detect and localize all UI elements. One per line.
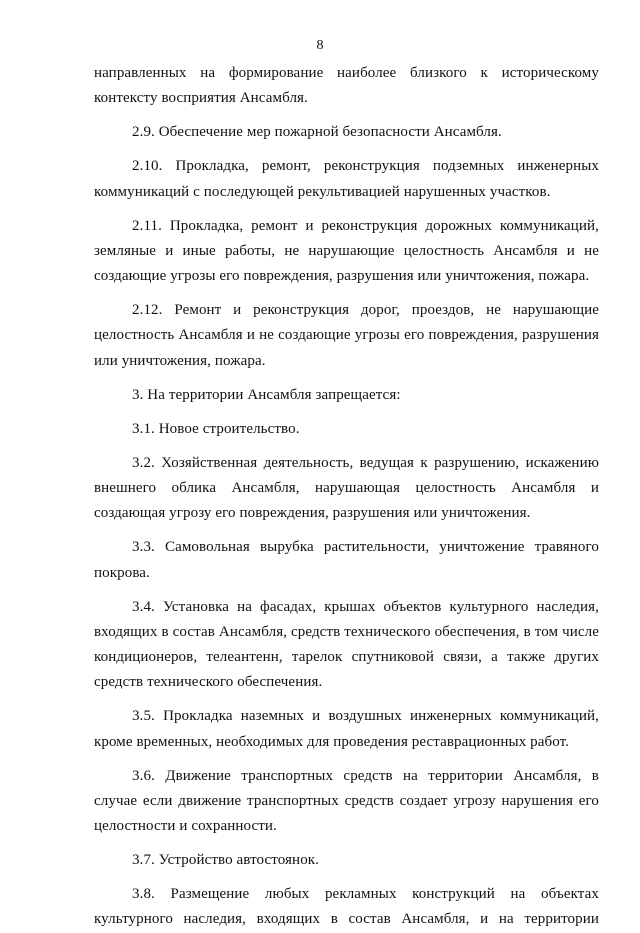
paragraph-3-8: 3.8. Размещение любых рекламных конструкций на объектах культурного наследия, входящих в состав Ансамбля, и на территории: [94, 886, 599, 928]
paragraph-2-9: 2.9. Обеспечение мер пожарной безопасности Ансамбля.: [132, 124, 502, 141]
paragraph-3-5: 3.5. Прокладка наземных и воздушных инженерных коммуникаций, кроме временных, необходимых для проведения реставрационных работ.: [94, 708, 599, 750]
paragraph-3-4: 3.4. Установка на фасадах, крышах объектов культурного наследия, входящих в состав Ансамбля, средств технического обеспечения, в том числе кондиционеров, телеантенн, тарелок спутниковой связи, а также других средств технического обеспечения.: [94, 598, 599, 691]
paragraph-3-3: 3.3. Самовольная вырубка растительности, уничтожение травяного покрова.: [94, 539, 599, 581]
paragraph-3: 3. На территории Ансамбля запрещается:: [132, 386, 401, 403]
paragraph-2-10: 2.10. Прокладка, ремонт, реконструкция подземных инженерных коммуникаций с последующей рекультивацией нарушенных участков.: [94, 158, 599, 200]
page-number: 8: [316, 38, 324, 53]
paragraph-2-12: 2.12. Ремонт и реконструкция дорог, проездов, не нарушающие целостность Ансамбля и не создающие угрозы его повреждения, разрушения или уничтожения, пожара.: [94, 302, 599, 369]
paragraph-2-11: 2.11. Прокладка, ремонт и реконструкция дорожных коммуникаций, земляные и иные работы, не нарушающие целостность Ансамбля и не создающие угрозы его повреждения, разрушения или уничтожения, пожара.: [94, 217, 599, 285]
paragraph-3-7: 3.7. Устройство автостоянок.: [132, 852, 320, 869]
paragraph-continuation: направленных на формирование наиболее близкого к историческому контексту восприятия Ансамбля.: [94, 65, 599, 107]
document-body: [94, 61, 599, 933]
paragraph-3-1: 3.1. Новое строительство.: [132, 420, 300, 437]
paragraph-3-6: 3.6. Движение транспортных средств на территории Ансамбля, в случае если движение транспортных средств создает угрозу нарушения его целостности и сохранности.: [94, 767, 599, 835]
paragraph-3-2: 3.2. Хозяйственная деятельность, ведущая к разрушению, искажению внешнего облика Ансамбля, нарушающая целостность Ансамбля и создающая угрозу его повреждения, разрушения или уничтожения.: [94, 454, 599, 522]
